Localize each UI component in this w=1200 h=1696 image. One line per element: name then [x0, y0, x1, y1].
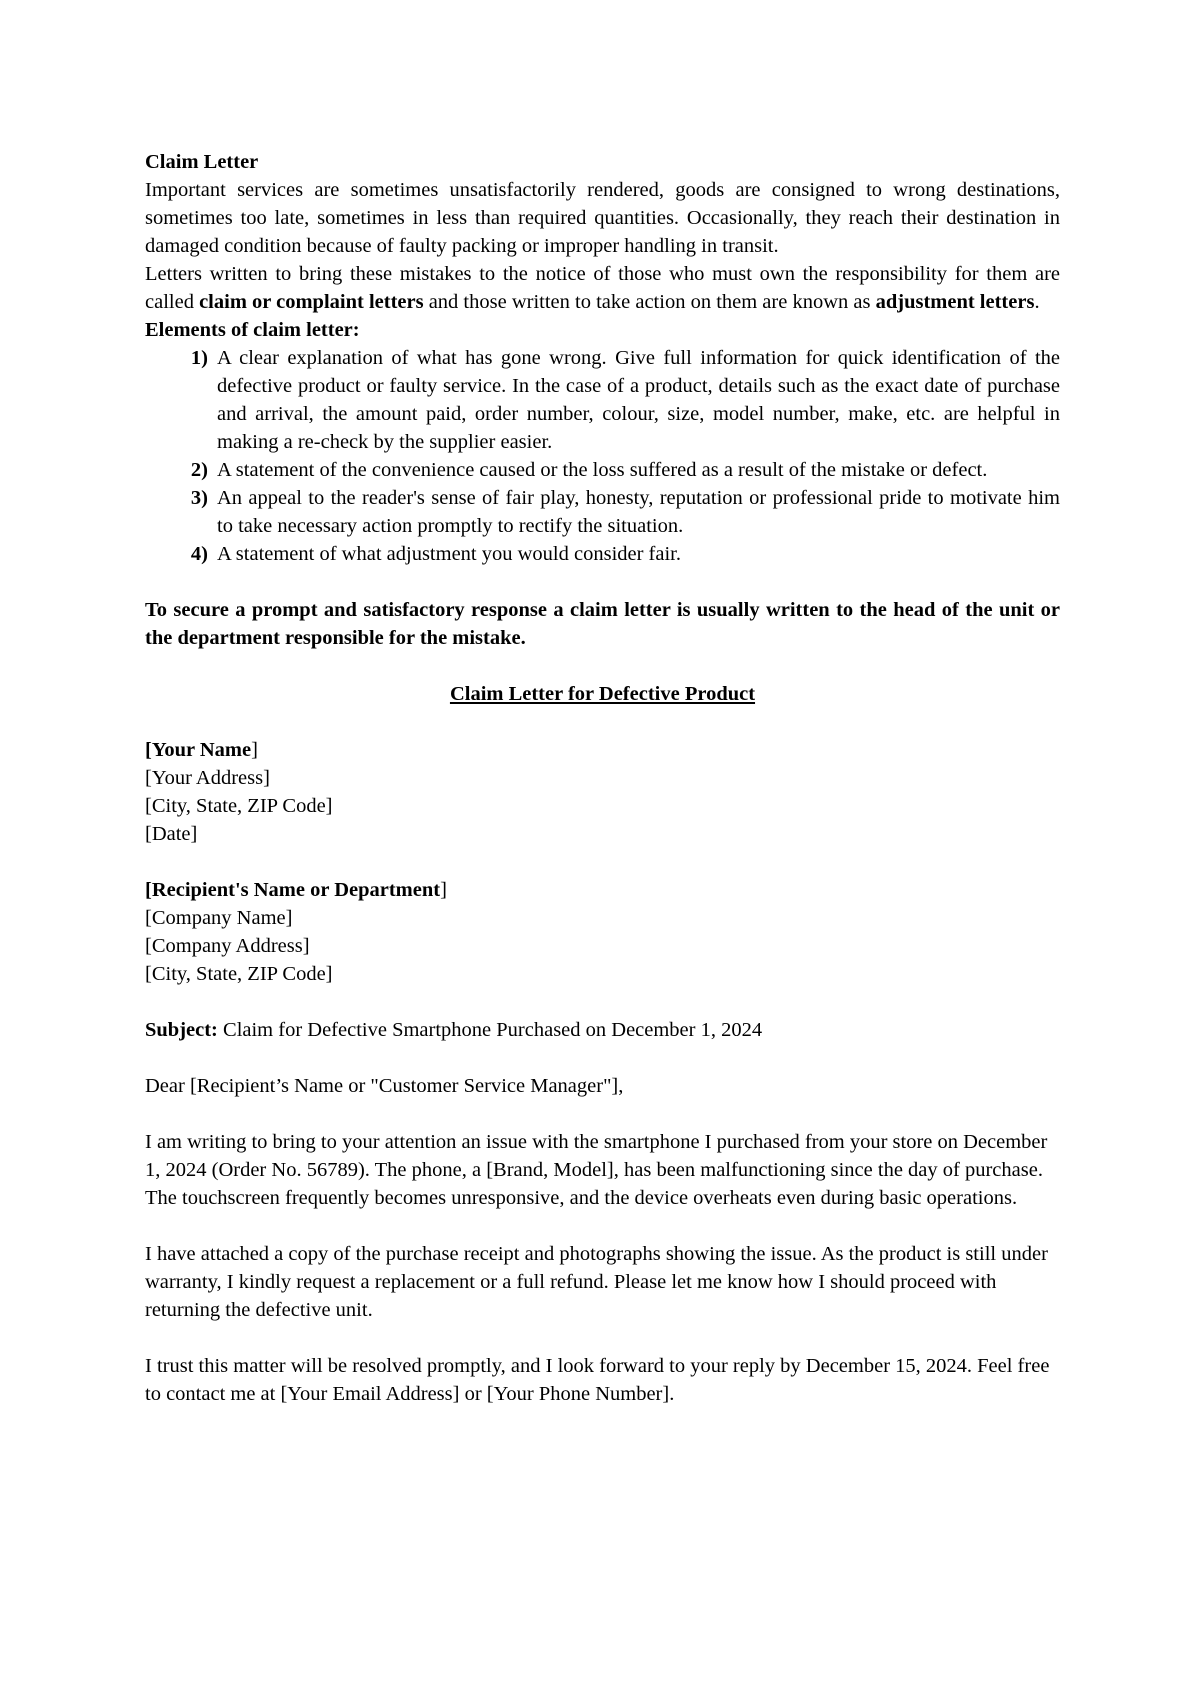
intro-paragraph: Important services are sometimes unsatisfactorily rendered, goods are consigned to wrong destinations, sometimes too late, sometimes in less than required quantities. Occasionally, they reach their destination in damaged condition because of faulty packing or improper handling in transit.	[145, 179, 1060, 257]
list-item	[145, 540, 1060, 568]
list-item	[145, 484, 1060, 540]
sender-name-bracket: ]	[251, 739, 258, 761]
section-title: Claim Letter	[145, 151, 259, 173]
elements-list	[145, 344, 1060, 568]
letter-title: Claim Letter for Defective Product	[449, 683, 756, 705]
recipient-city: [City, State, ZIP Code]	[145, 963, 333, 985]
spacer	[145, 848, 1060, 876]
list-item	[145, 344, 1060, 456]
list-number: 1)	[190, 347, 208, 369]
recipient-name-line	[145, 876, 1060, 904]
recipient-address-block	[145, 876, 1060, 988]
body-paragraph-1: I am writing to bring to your attention an issue with the smartphone I purchased from your store on December 1, 2024 (Order No. 56789). The phone, a [Brand, Model], has been malfunctioning since the day of purchase. The touchscreen frequently becomes unresponsive, and the device overheats even during basic operations.	[145, 1131, 1048, 1209]
list-item-text: A statement of the convenience caused or the loss suffered as a result of the mistake or defect.	[217, 459, 988, 481]
subject-line	[145, 1016, 1060, 1044]
sender-city: [City, State, ZIP Code]	[145, 795, 333, 817]
spacer	[145, 652, 1060, 680]
claim-term: claim or complaint letters	[199, 291, 424, 313]
sender-address: [Your Address]	[145, 767, 270, 789]
definition-text-cont: and those written to take action on them are known as	[423, 291, 876, 313]
document-page	[145, 148, 1060, 1408]
sender-address-block	[145, 736, 1060, 848]
body-paragraph-3: I trust this matter will be resolved promptly, and I look forward to your reply by December 15, 2024. Feel free to contact me at [Your Email Address] or [Your Phone Number].	[145, 1355, 1050, 1405]
definition-text: Letters written to bring these mistakes to the notice of those who must own the responsibility for them are called	[145, 263, 1060, 313]
sender-name: [Your Name	[145, 739, 252, 761]
definition-end: .	[1034, 291, 1040, 313]
body-paragraph-2: I have attached a copy of the purchase receipt and photographs showing the issue. As the product is still under warranty, I kindly request a replacement or a full refund. Please let me know how I should proceed with returning the defective unit.	[145, 1243, 1048, 1321]
spacer	[145, 1212, 1060, 1240]
list-number: 4)	[190, 543, 208, 565]
spacer	[145, 988, 1060, 1016]
list-number: 3)	[190, 487, 208, 509]
sender-name-line	[145, 736, 1060, 764]
list-item-text: A statement of what adjustment you would consider fair.	[217, 543, 682, 565]
recipient-name-bracket: ]	[440, 879, 447, 901]
list-item	[145, 456, 1060, 484]
note-paragraph: To secure a prompt and satisfactory response a claim letter is usually written to the head of the unit or the department responsible for the mistake.	[145, 599, 1060, 649]
elements-heading: Elements of claim letter:	[145, 319, 360, 341]
recipient-name: [Recipient's Name or Department	[145, 879, 441, 901]
spacer	[145, 568, 1060, 596]
subject-text: Claim for Defective Smartphone Purchased on December 1, 2024	[217, 1019, 763, 1041]
list-item-text: An appeal to the reader's sense of fair play, honesty, reputation or professional pride to motivate him to take necessary action promptly to rectify the situation.	[217, 487, 1060, 537]
spacer	[145, 1100, 1060, 1128]
spacer	[145, 1324, 1060, 1352]
letter-date: [Date]	[145, 823, 198, 845]
spacer	[145, 1044, 1060, 1072]
salutation: Dear [Recipient’s Name or "Customer Service Manager"],	[145, 1075, 624, 1097]
recipient-address: [Company Address]	[145, 935, 310, 957]
list-item-text: A clear explanation of what has gone wrong. Give full information for quick identification of the defective product or faulty service. In the case of a product, details such as the exact date of purchase and arrival, the amount paid, order number, colour, size, model number, make, etc. are helpful in making a re-check by the supplier easier.	[217, 347, 1060, 453]
recipient-company: [Company Name]	[145, 907, 293, 929]
subject-label: Subject:	[145, 1019, 218, 1041]
list-number: 2)	[190, 459, 208, 481]
definition-paragraph	[145, 260, 1060, 316]
spacer	[145, 708, 1060, 736]
adjustment-term: adjustment letters	[875, 291, 1035, 313]
